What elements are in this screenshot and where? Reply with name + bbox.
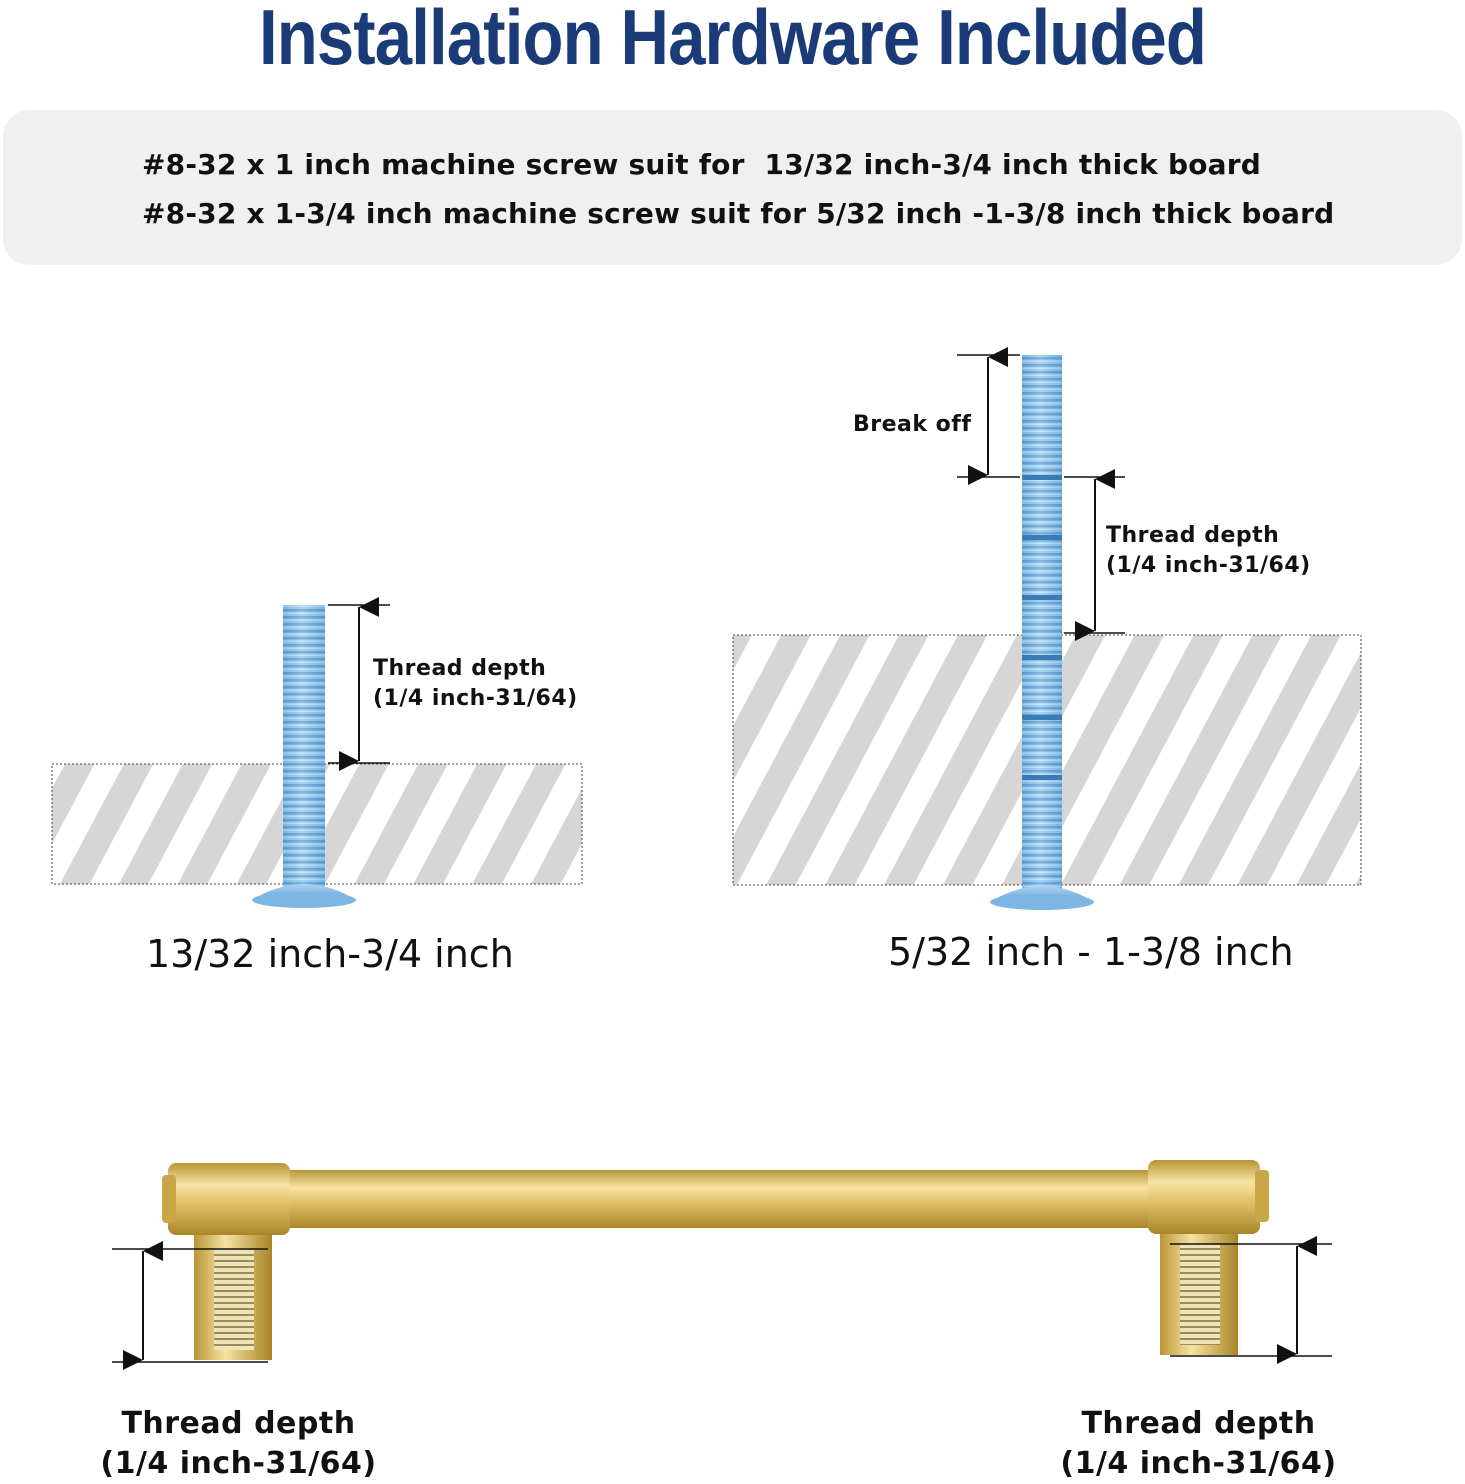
- info-line-long-screw: #8-32 x 1-3/4 inch machine screw suit for 5/32 inch -1-3/8 inch thick board: [142, 197, 1335, 230]
- handle-right-thread-label: Thread depth: [1081, 1406, 1316, 1441]
- handle-left-thread-label: Thread depth: [121, 1406, 356, 1441]
- left-thread-label: Thread depth: [373, 656, 547, 681]
- right-thread-label: Thread depth: [1106, 523, 1280, 548]
- page-title: Installation Hardware Included: [258, 0, 1207, 81]
- right-thread-range: (1/4 inch-31/64): [1106, 553, 1311, 578]
- right-board-range: 5/32 inch - 1-3/8 inch: [888, 930, 1294, 974]
- left-board-range: 13/32 inch-3/4 inch: [146, 932, 514, 976]
- break-off-label: Break off: [853, 412, 972, 437]
- left-thread-range: (1/4 inch-31/64): [373, 686, 578, 711]
- info-line-short-screw: #8-32 x 1 inch machine screw suit for 13/32 inch-3/4 inch thick board: [142, 148, 1261, 181]
- handle-left-thread-range: (1/4 inch-31/64): [100, 1446, 377, 1481]
- handle-right-thread-range: (1/4 inch-31/64): [1060, 1446, 1337, 1481]
- brass-pull-handle: [162, 1160, 1269, 1360]
